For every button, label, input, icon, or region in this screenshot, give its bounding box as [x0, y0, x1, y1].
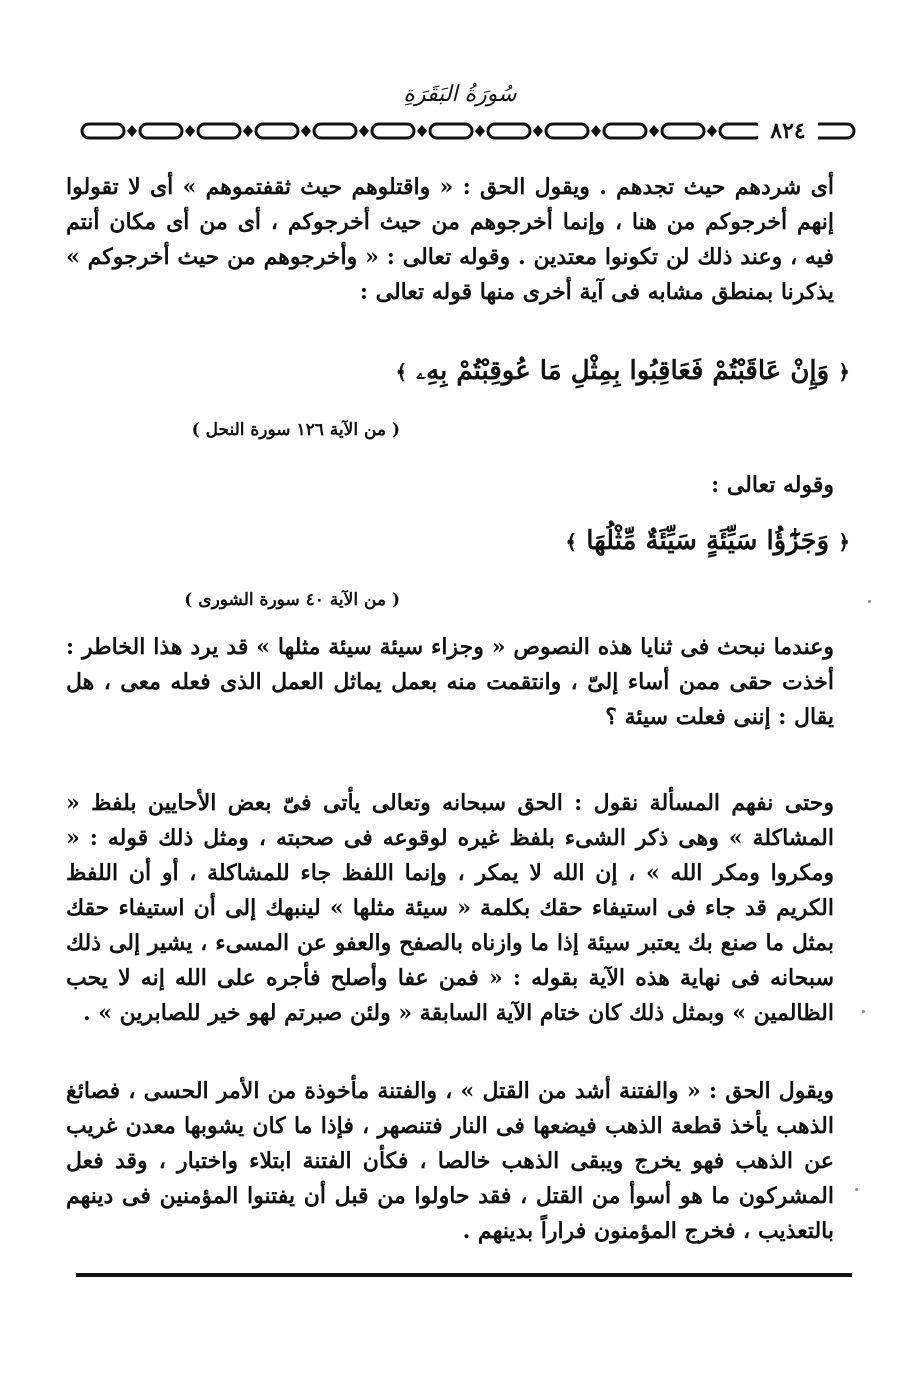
paragraph-5: ويقول الحق : « والفتنة أشد من القتل » ، والفتنة مأخوذة من الأمر الحسى ، فصائغ الذهب يأخذ قطعة الذهب فيضعها فى النار فتنصهر ، فإذا ما كان يشوبها معدن غريب عن الذهب فهو يخرج ويبقى الذهب خالصا ، فكأن الفتنة ابتلاء واختبار ، وقد فعل المشركون ما هو أسوأ من القتل ، فقد حاولوا من قبل أن يفتنوا المؤمنين فى دينهم بالتعذيب ، فخرج المؤمنون فراراً بدينهم . — [66, 1078, 834, 1244]
page-number: ٨٢٤ — [758, 116, 818, 146]
header-ornament-border — [78, 116, 858, 146]
surah-title: سُورَةُ البَقَرَةِ — [403, 82, 517, 107]
quran-verse-2 — [380, 526, 850, 556]
paragraph-3: وعندما نبحث فى ثنايا هذه النصوص « وجزاء سيئة سيئة مثلها » قد يرد هذا الخاطر : أخذت حقى ممن أساء إلىّ ، وانتقمت منه بعمل يماثل العمل الذى فعله معى ، هل يقال : إننى فعلت سيئة ؟ — [66, 634, 834, 730]
paragraph-1: أى شردهم حيث تجدهم . ويقول الحق : « واقتلوهم حيث ثقفتموهم » أى لا تقولوا إنهم أخرجوكم من هنا ، وإنما أخرجوهم من حيث أخرجوكم ، أى من أى مكان أنتم فيه ، وعند ذلك لن تكونوا معتدين . وقوله تعالى : « وأخرجوهم من حيث أخرجوكم » يذكرنا بمنطق مشابه فى آية أخرى منها قوله تعالى : — [66, 174, 834, 305]
verse-text-1: وَإِنْ عَاقَبْتُمْ فَعَاقِبُوا بِمِثْلِ مَا عُوقِبْتُمْ بِهِۦ — [416, 356, 830, 386]
scan-speck — [862, 1010, 865, 1013]
verse-citation-2: ( من الآية ٤٠ سورة الشورى ) — [184, 590, 400, 610]
quran-verse-1 — [380, 356, 850, 387]
paragraph-2: وقوله تعالى : — [711, 472, 834, 498]
verse-close-bracket: ﴾ — [565, 530, 578, 554]
verse-open-bracket: ﴿ — [838, 530, 850, 554]
scan-speck — [855, 1188, 858, 1191]
paragraph-4: وحتى نفهم المسألة نقول : الحق سبحانه وتعالى يأتى فىّ بعض الأحايين بلفظ « المشاكلة » وهى ذكر الشىء بلفظ غيره لوقوعه فى صحبته ، ومثل ذلك قوله : « ومكروا ومكر الله » ، إن الله لا يمكر ، وإنما اللفظ جاء للمشاكلة ، أو أن اللفظ الكريم قد جاء فى استيفاء حقك بكلمة « سيئة مثلها » لينبهك إلى أن استيفاء حقك بمثل ما صنع بك يعتبر سيئة إذا ما وازناه بالصفح والعفو عن المسىء ، يشير إلى ذلك سبحانه فى نهاية هذه الآية بقوله : « فمن عفا وأصلح فأجره على الله إنه لا يحب الظالمين » وبمثل ذلك كان ختام الآية السابقة « ولئن صبرتم لهو خير للصابرين » . — [66, 790, 834, 1026]
verse-citation-1: ( من الآية ١٢٦ سورة النحل ) — [191, 420, 400, 440]
footer-rule — [76, 1273, 852, 1277]
verse-open-bracket: ﴿ — [838, 360, 850, 384]
verse-text-2: وَجَزَٰٓؤُا سَيِّئَةٍ سَيِّئَةٌ مِّثْلُهَا — [586, 526, 830, 556]
verse-close-bracket: ﴾ — [395, 360, 408, 384]
scan-speck — [868, 600, 871, 603]
